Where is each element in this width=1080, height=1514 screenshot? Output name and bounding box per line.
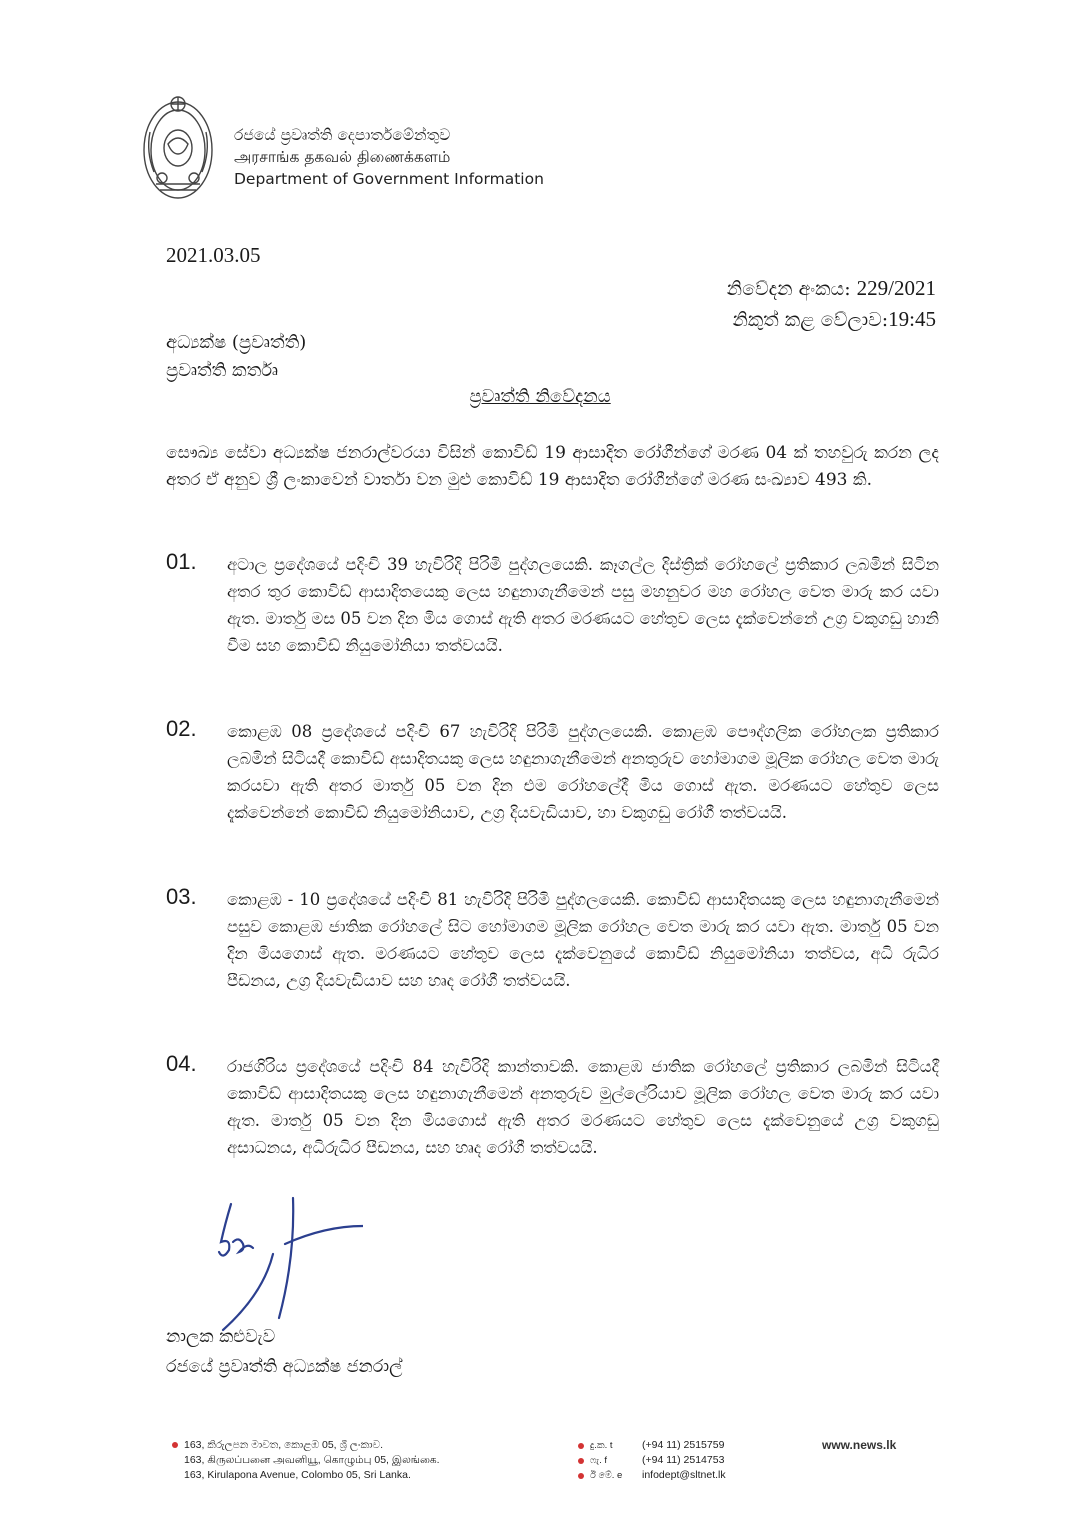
address-sinhala: 163, කිරුලපන මාවත, කොළඹ 05, ශ්‍රී ලංකාව. [184, 1439, 384, 1451]
issue-time-value: 19:45 [888, 307, 936, 331]
fax-label: ෆැ. f [590, 1455, 608, 1466]
department-name-sinhala: රජයේ ප්‍රවෘත්ති දෙපාර්තමේන්තුව [234, 126, 451, 144]
list-item [166, 886, 939, 994]
department-name-english: Department of Government Information [234, 170, 544, 188]
item-text: රාජගිරිය ප්‍රදේශයේ පදිංචි 84 හැවිරිදි කාන්තාවකි. කොළඹ ජාතික රෝහලේ ප්‍රතිකාර ලබමින් සිටියදී කොවිඩ් ආසාදිතයකු ලෙස හඳුනාගැනීමෙන් අනතුරුව මුල්ලේරියාව මූලික රෝහල වෙත මාරු කර යවා ඇත. මාර්තු 05 වන දින මියගොස් ඇති අතර මරණයට හේතුව ලෙස දැක්වෙනුයේ උග්‍ර වකුගඩු අසාධනය, අධිරුධිර පීඩනය, සහ හෘද රෝගී තත්වයයි. [227, 1057, 939, 1157]
handwritten-signature [203, 1194, 363, 1334]
signer-name: නාලක කළුවැව [166, 1327, 276, 1347]
sri-lanka-emblem-logo [138, 92, 218, 204]
recipients-block [166, 329, 306, 385]
item-text: කොළඹ 08 ප්‍රදේශයේ පදිංචි 67 හැවිරිදි පිරිමි පුද්ගලයෙකි. කොළඹ පෞද්ගලික රෝහලක ප්‍රතිකාර ලබමින් සිටියදී කොවිඩ් අසාදිතයකු ලෙස හඳුනාගැනීමෙන් අනතුරුව හෝමාගම මූලික රෝහල වෙත මාරු කරයවා ඇති අතර මාර්තු 05 වන දින එම රෝහලේදී මිය ගොස් ඇත. මරණයට හේතුව ලෙස දැක්වෙන්නේ කොවිඩ් නියුමෝනියාව, උග්‍ර දියවැඩියාව, හා වකුගඩු රෝගී තත්වයයි. [227, 722, 939, 822]
document-heading: ප්‍රවෘත්ති නිවේදනය [469, 386, 611, 407]
recipient-line: අධ්‍යක්ෂ (ප්‍රවෘත්ති) [166, 332, 307, 353]
email-address[interactable]: infodept@sltnet.lk [642, 1469, 726, 1481]
item-number: 02. [166, 716, 197, 741]
item-number: 01. [166, 549, 197, 574]
release-date: 2021.03.05 [166, 243, 261, 267]
signer-block [166, 1322, 402, 1382]
phone-label: දු.ක. t [590, 1440, 613, 1451]
list-item [166, 551, 939, 659]
issue-time-label: නිකුත් කළ වේලාව: [732, 309, 889, 331]
fax-number: (+94 11) 2514753 [642, 1454, 725, 1466]
department-name-tamil: அரசாங்க தகவல் திணைக்களம் [234, 148, 451, 166]
website-link[interactable]: www.news.lk [822, 1438, 897, 1452]
reference-block [727, 273, 936, 335]
intro-paragraph: සෞඛ්‍ය සේවා අධ්‍යක්ෂ ජනරාල්වරයා විසින් කොවිඩ් 19 ආසාදිත රෝගීන්ගේ මරණ 04 ක් තහවුරු කරන ලද අතර ඒ අනුව ශ්‍රී ලංකාවෙන් වාර්තා වන මුළු කොවිඩ් 19 ආසාදිත රෝගීන්ගේ මරණ සංඛ්‍යාව 493 කි. [166, 443, 939, 490]
department-name-block [234, 124, 544, 190]
list-item [166, 1053, 939, 1161]
bullet-icon [172, 1442, 178, 1448]
address-english: 163, Kirulapona Avenue, Colombo 05, Sri Lanka. [184, 1469, 411, 1481]
reference-number: 229/2021 [856, 276, 936, 300]
email-label: ඊ මේ. e [590, 1470, 623, 1481]
recipient-line: ප්‍රවෘත්ති කර්තෘ [166, 360, 279, 381]
item-number: 03. [166, 884, 197, 909]
bullet-icon [578, 1458, 584, 1464]
reference-label: නිවේදන අංකය: [726, 278, 851, 300]
footer-address [172, 1438, 440, 1483]
address-tamil: 163, கிருலப்பனை அவனியூ, கொழும்பு 05, இலங்கை. [184, 1454, 440, 1466]
signer-title: රජයේ ප්‍රවෘත්ති අධ්‍යක්ෂ ජනරාල් [166, 1357, 403, 1377]
item-text: අටාල ප්‍රදේශයේ පදිංචි 39 හැවිරිදි පිරිමි පුද්ගලයෙකි. කෑගල්ල දිස්ත්‍රික් රෝහලේ ප්‍රතිකාර ලබමින් සිටින අතර තුර කොවිඩ් ආසාදිතයෙකු ලෙස හඳුනාගැනීමෙන් පසු මහනුවර මහ රෝහල වෙත මාරු කර යවා ඇත. මාර්තු මස 05 වන දින මිය ගොස් ඇති අතර මරණයට හේතුව ලෙස දැක්වෙන්නේ උග්‍ර වකුගඩු හානි වීම සහ කොවිඩ් නියුමෝනියා තත්වයයි. [227, 555, 939, 655]
bullet-icon [578, 1473, 584, 1479]
phone-number[interactable]: (+94 11) 2515759 [642, 1439, 725, 1451]
item-number: 04. [166, 1051, 197, 1076]
item-text: කොළඹ - 10 ප්‍රදේශයේ පදිංචි 81 හැවිරිදි පිරිමි පුද්ගලයෙකි. කොවිඩ් ආසාදිතයකු ලෙස හඳුනාගැනීමෙන් පසුව කොළඹ ජාතික රෝහලේ සිට හෝමාගම මූලික රෝහල වෙත මාරු කර යවා ඇත. මාර්තු 05 වන දින මියගොස් ඇත. මරණයට හේතුව ලෙස දැක්වෙනුයේ කොවිඩ් නියුමෝනියා තත්වය, අධි රුධිර පීඩනය, උග්‍ර දියවැඩියාව සහ හෘද රෝගී තත්වයයි. [227, 890, 939, 990]
bullet-icon [578, 1443, 584, 1449]
list-item [166, 718, 939, 826]
footer-contacts [578, 1438, 726, 1483]
